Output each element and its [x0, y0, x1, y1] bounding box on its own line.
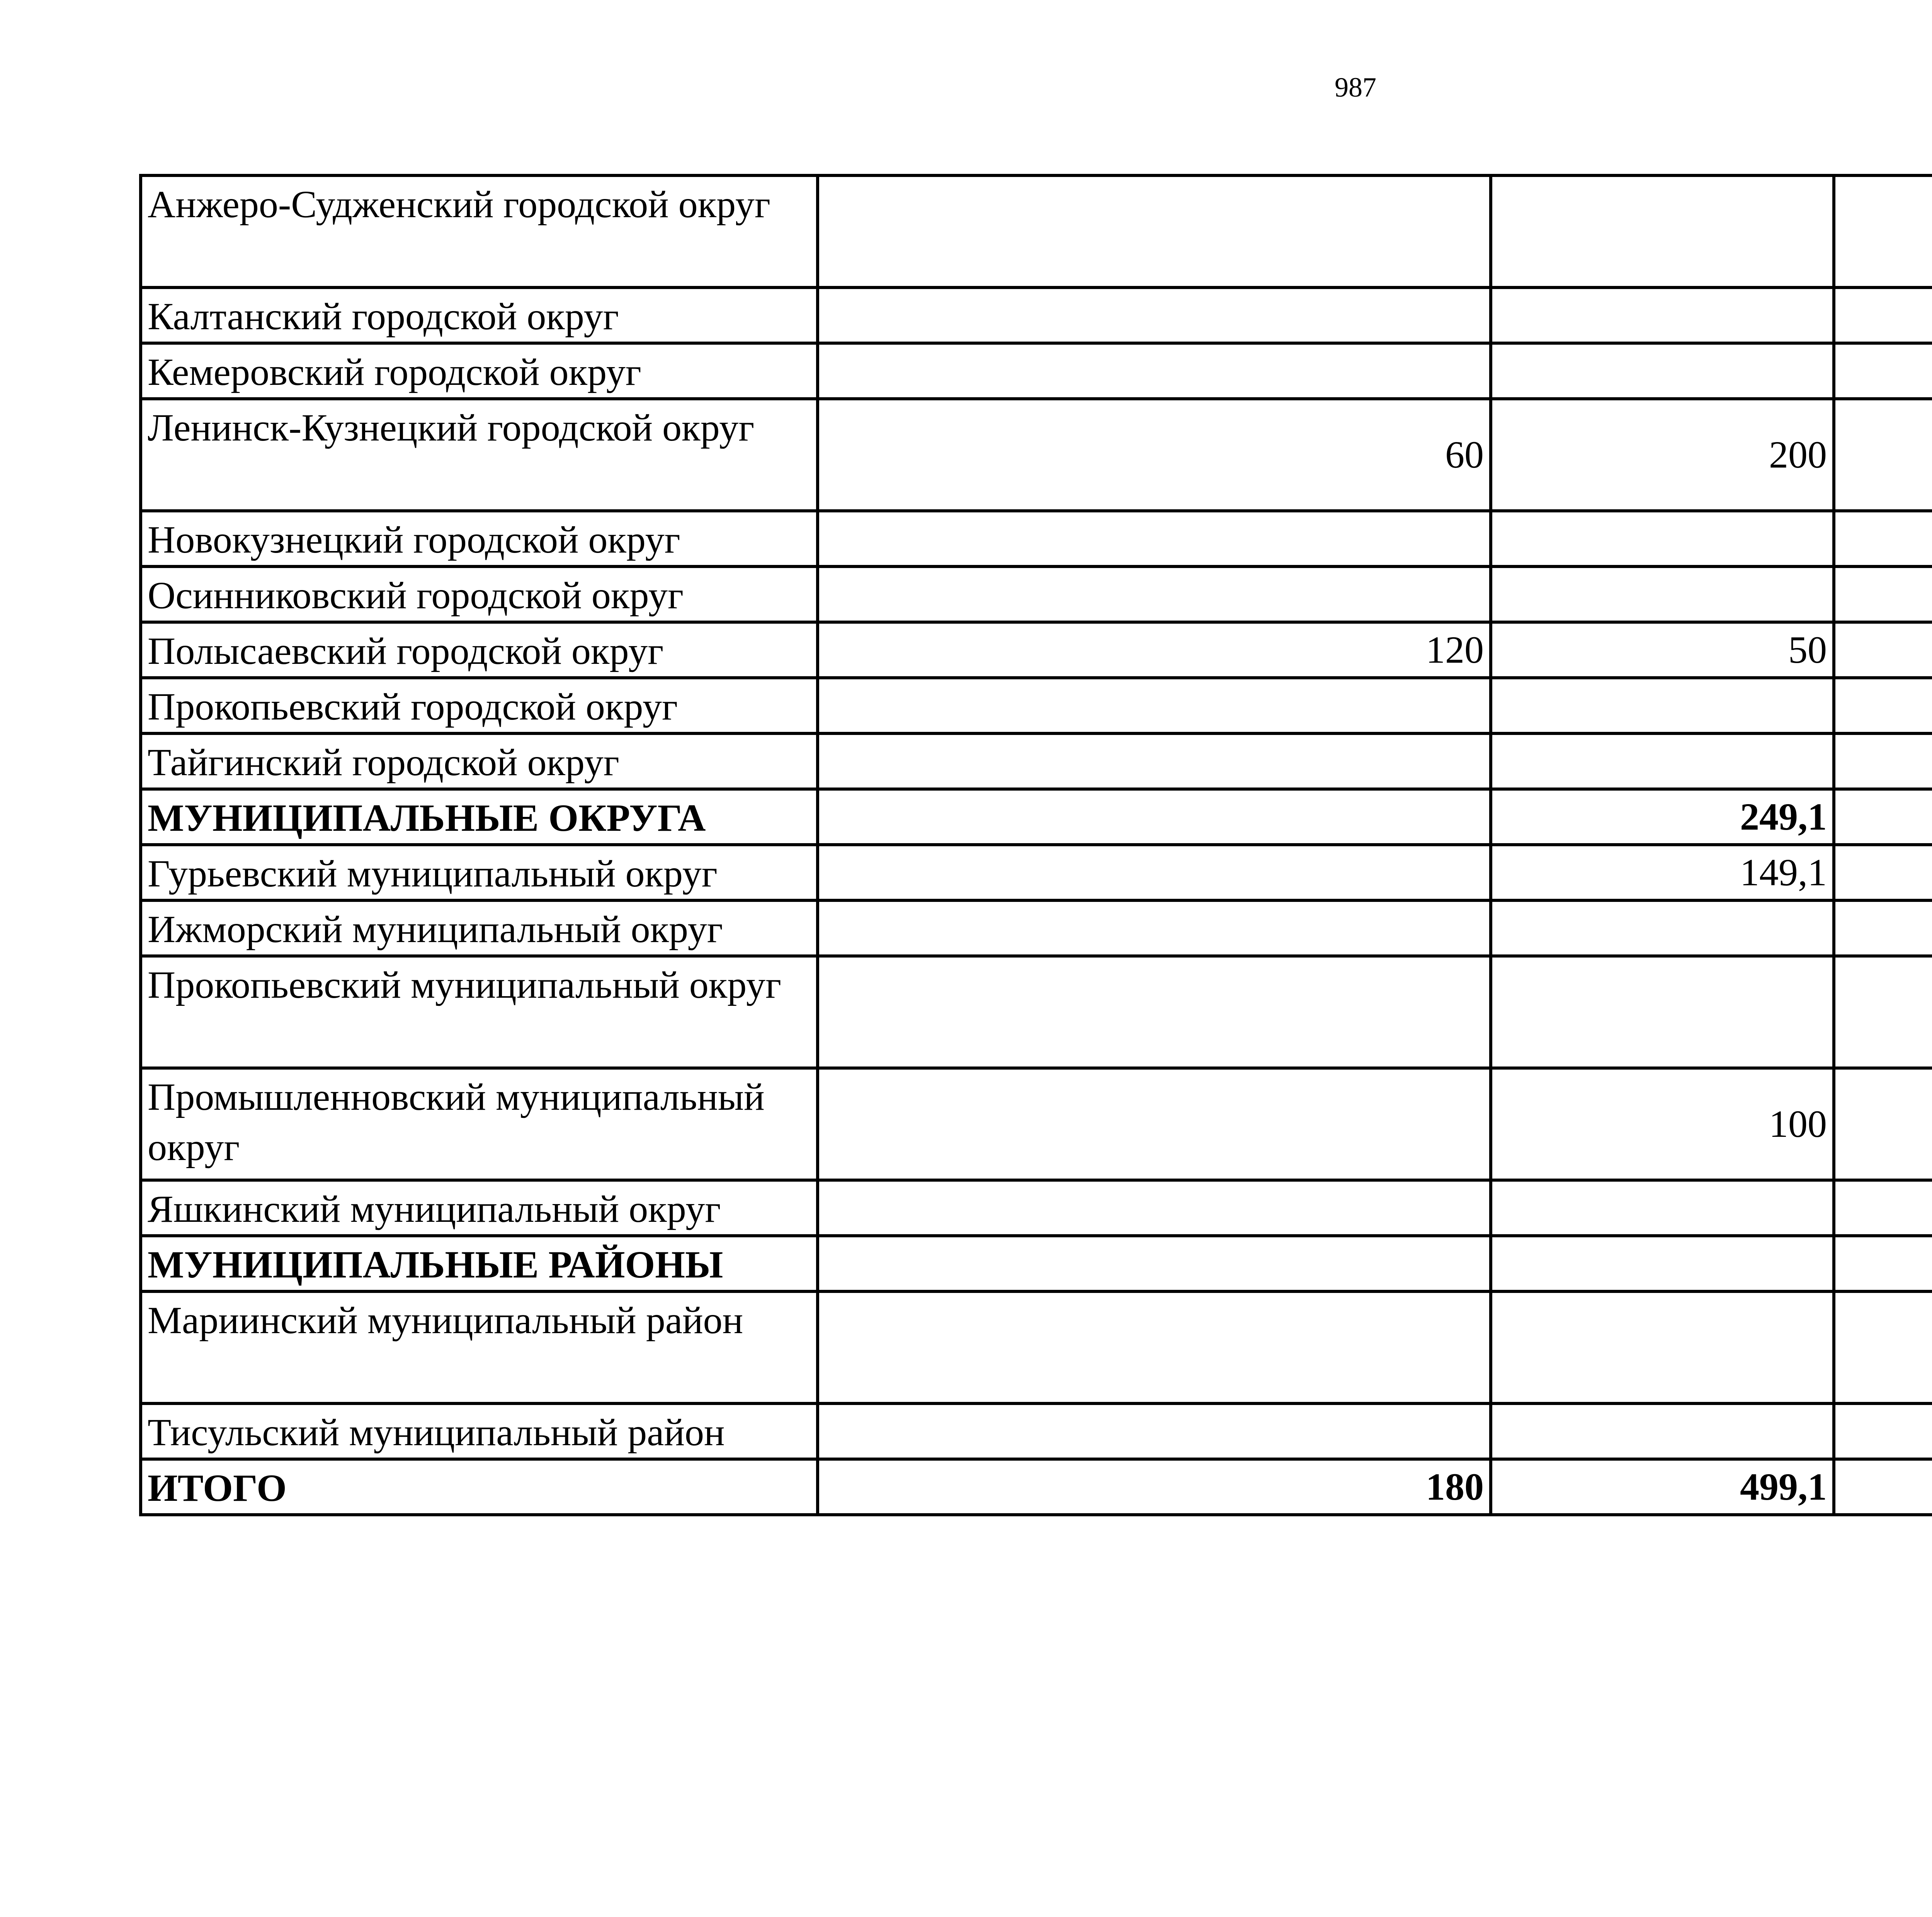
row-name-cell: Гурьевский муниципальный округ — [141, 845, 818, 900]
value-cell-v2: 100 — [1491, 1068, 1834, 1180]
value-cell-v1: 60 — [818, 399, 1491, 511]
value-cell-v3 — [1834, 678, 1932, 733]
value-cell-v3 — [1834, 566, 1932, 622]
value-cell-v2: 249,1 — [1491, 789, 1834, 845]
table-row — [141, 789, 1932, 845]
value-cell-v1 — [818, 287, 1491, 343]
value-cell-v3 — [1834, 733, 1932, 789]
value-cell-v1 — [818, 900, 1491, 956]
row-name-cell: Ижморский муниципальный округ — [141, 900, 818, 956]
value-cell-v1 — [818, 956, 1491, 1068]
value-cell-v1: 180 — [818, 1459, 1491, 1515]
row-name-cell: Прокопьевский муниципальный округ — [141, 956, 818, 1068]
table-row — [141, 566, 1932, 622]
table-row — [141, 956, 1932, 1068]
value-cell-v3 — [1834, 1403, 1932, 1459]
value-cell-v2 — [1491, 1403, 1834, 1459]
table-row — [141, 1291, 1932, 1403]
table-row — [141, 678, 1932, 733]
row-name-cell: Полысаевский городской округ — [141, 622, 818, 678]
table-row — [141, 845, 1932, 900]
data-table — [139, 174, 1932, 1516]
value-cell-v1 — [818, 1236, 1491, 1291]
value-cell-v3 — [1834, 287, 1932, 343]
value-cell-v1 — [818, 1180, 1491, 1236]
value-cell-v1 — [818, 733, 1491, 789]
row-name-cell: Калтанский городской округ — [141, 287, 818, 343]
value-cell-v1 — [818, 789, 1491, 845]
value-cell-v3 — [1834, 845, 1932, 900]
value-cell-v2: 499,1 — [1491, 1459, 1834, 1515]
row-name-cell: Мариинский муниципальный район — [141, 1291, 818, 1403]
table-row — [141, 733, 1932, 789]
row-name-cell: ИТОГО — [141, 1459, 818, 1515]
row-name-cell: Прокопьевский городской округ — [141, 678, 818, 733]
value-cell-v3 — [1834, 1291, 1932, 1403]
value-cell-v2: 50 — [1491, 622, 1834, 678]
value-cell-v1 — [818, 1291, 1491, 1403]
value-cell-v1 — [818, 566, 1491, 622]
data-table-container — [139, 174, 1932, 1516]
table-row — [141, 1180, 1932, 1236]
table-row — [141, 511, 1932, 566]
row-name-cell: Кемеровский городской округ — [141, 343, 818, 399]
value-cell-v3 — [1834, 789, 1932, 845]
value-cell-v2 — [1491, 678, 1834, 733]
value-cell-v2 — [1491, 1291, 1834, 1403]
page-number: 987 — [1335, 72, 1376, 103]
value-cell-v3 — [1834, 1459, 1932, 1515]
value-cell-v3 — [1834, 900, 1932, 956]
row-name-cell: Осинниковский городской округ — [141, 566, 818, 622]
table-body — [141, 175, 1932, 1515]
table-row — [141, 175, 1932, 287]
row-name-cell: Тисульский муниципальный район — [141, 1403, 818, 1459]
value-cell-v2: 149,1 — [1491, 845, 1834, 900]
value-cell-v1 — [818, 678, 1491, 733]
value-cell-v2 — [1491, 1180, 1834, 1236]
value-cell-v3 — [1834, 511, 1932, 566]
table-row — [141, 343, 1932, 399]
table-row — [141, 399, 1932, 511]
value-cell-v1 — [818, 511, 1491, 566]
value-cell-v3 — [1834, 1236, 1932, 1291]
row-name-cell: МУНИЦИПАЛЬНЫЕ РАЙОНЫ — [141, 1236, 818, 1291]
value-cell-v2 — [1491, 733, 1834, 789]
total-cell-wrap — [1841, 1462, 1932, 1512]
row-name-cell: Тайгинский городской округ — [141, 733, 818, 789]
value-cell-v2 — [1491, 900, 1834, 956]
value-cell-v2: 200 — [1491, 399, 1834, 511]
value-cell-v1 — [818, 1403, 1491, 1459]
value-cell-v2 — [1491, 287, 1834, 343]
table-row — [141, 1236, 1932, 1291]
value-cell-v3 — [1834, 1068, 1932, 1180]
value-cell-v3 — [1834, 399, 1932, 511]
value-cell-v3 — [1834, 1180, 1932, 1236]
table-row — [141, 1068, 1932, 1180]
value-cell-v1 — [818, 845, 1491, 900]
value-cell-v3 — [1834, 343, 1932, 399]
table-row — [141, 622, 1932, 678]
row-name-cell: МУНИЦИПАЛЬНЫЕ ОКРУГА — [141, 789, 818, 845]
value-cell-v3 — [1834, 956, 1932, 1068]
value-cell-v2 — [1491, 343, 1834, 399]
value-cell-v1 — [818, 343, 1491, 399]
value-cell-v2 — [1491, 956, 1834, 1068]
value-cell-v3 — [1834, 175, 1932, 287]
table-row — [141, 287, 1932, 343]
table-row — [141, 900, 1932, 956]
row-name-cell: Яшкинский муниципальный округ — [141, 1180, 818, 1236]
row-name-cell: Анжеро-Судженский городской округ — [141, 175, 818, 287]
table-row — [141, 1403, 1932, 1459]
table-row — [141, 1459, 1932, 1515]
row-name-cell: Ленинск-Кузнецкий городской округ — [141, 399, 818, 511]
row-name-cell: Промышленновский муниципальный округ — [141, 1068, 818, 1180]
value-cell-v2 — [1491, 566, 1834, 622]
value-cell-v1: 120 — [818, 622, 1491, 678]
value-cell-v3 — [1834, 622, 1932, 678]
value-cell-v2 — [1491, 511, 1834, 566]
value-cell-v1 — [818, 175, 1491, 287]
value-cell-v2 — [1491, 175, 1834, 287]
row-name-cell: Новокузнецкий городской округ — [141, 511, 818, 566]
value-cell-v1 — [818, 1068, 1491, 1180]
value-cell-v2 — [1491, 1236, 1834, 1291]
